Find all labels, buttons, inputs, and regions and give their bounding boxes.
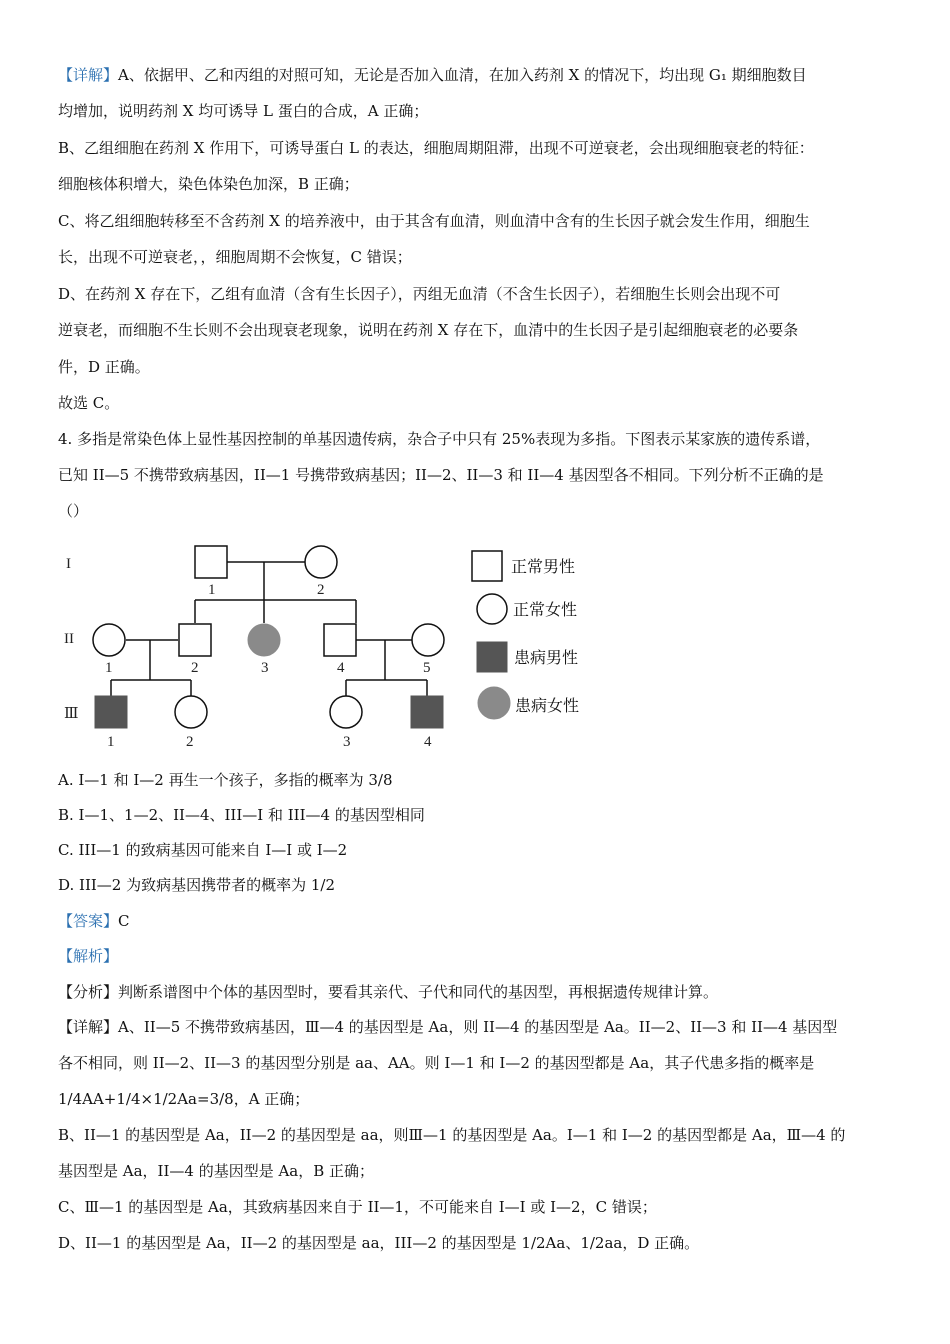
individual-II1-normal-female [93, 624, 125, 656]
question-line [58, 501, 898, 521]
text-line [58, 1233, 898, 1253]
section-tag: 【详解】 [58, 1018, 119, 1036]
answer-tag: 【答案】 [58, 912, 119, 930]
text-line [58, 982, 898, 1002]
individual-III3-normal-female [330, 696, 362, 728]
line-text: A. I—1 和 I—2 再生一个孩子，多指的概率为 3/8 [58, 771, 393, 789]
number-I1: 1 [208, 582, 216, 598]
legend-normal-male-label: 正常男性 [511, 557, 576, 576]
text-line [58, 174, 898, 194]
analysis-heading [58, 946, 898, 966]
line-text: 已知 II—5 不携带致病基因，II—1 号携带致病基因；II—2、II—3 和 II—4 基因型各不相同。下列分析不正确的是 [58, 466, 824, 484]
legend-affected-female-symbol [478, 687, 510, 719]
legend-affected-male-label: 患病男性 [514, 648, 579, 667]
text-line [58, 211, 898, 231]
line-text: 逆衰老，而细胞不生长则不会出现衰老现象，说明在药剂 X 存在下，血清中的生长因子是引起细胞衰老的必要条 [58, 321, 799, 339]
individual-II2-normal-male [179, 624, 211, 656]
question-line [58, 465, 898, 485]
line-text: C、将乙组细胞转移至不含药剂 X 的培养液中，由于其含有血清，则血清中含有的生长因子就会发生作用，细胞生 [58, 212, 810, 230]
line-text: 件，D 正确。 [58, 358, 150, 376]
answer-value: C [118, 912, 130, 930]
line-text: （） [58, 502, 89, 520]
pedigree-diagram [56, 530, 616, 760]
generation-label-III: Ⅲ [64, 706, 79, 722]
individual-I2-normal-female [305, 546, 337, 578]
text-line [58, 320, 898, 340]
number-II3: 3 [261, 660, 269, 676]
section-tag: 【详解】 [58, 66, 119, 84]
text-line [58, 247, 898, 267]
number-III1: 1 [107, 734, 115, 750]
text-line [58, 357, 898, 377]
generation-label-II: II [64, 631, 74, 647]
section-tag: 【分析】 [58, 983, 119, 1001]
individual-II3-affected-female [248, 624, 280, 656]
line-text: 各不相同，则 II—2、II—3 的基因型分别是 aa、AA。则 I—1 和 I—2 的基因型都是 Aa，其子代患多指的概率是 [58, 1054, 815, 1072]
line-text: D、在药剂 X 存在下，乙组有血清（含有生长因子），丙组无血清（不含生长因子），若细胞生长则会出现不可 [58, 285, 781, 303]
text-line [58, 1161, 898, 1181]
text-line [58, 1197, 898, 1217]
line-text: 基因型是 Aa，II—4 的基因型是 Aa，B 正确； [58, 1162, 375, 1180]
individual-II5-normal-female [412, 624, 444, 656]
number-II4: 4 [337, 660, 345, 676]
legend-affected-male-symbol [477, 642, 507, 672]
question-line [58, 429, 898, 449]
text-line [58, 101, 898, 121]
text-line [58, 393, 898, 413]
pedigree-legend [472, 551, 579, 719]
line-text: A、依据甲、乙和丙组的对照可知，无论是否加入血清，在加入药剂 X 的情况下，均出现 G₁ 期细胞数目 [118, 66, 807, 84]
line-text: C、Ⅲ—1 的基因型是 Aa，其致病基因来自于 II—1，不可能来自 I—I 或 I—2，C 错误； [58, 1198, 657, 1216]
line-text: 故选 C。 [58, 394, 120, 412]
line-text: 细胞核体积增大，染色体染色加深，B 正确； [58, 175, 359, 193]
generation-label-I: I [66, 556, 71, 572]
text-line [58, 1089, 898, 1109]
text-line [58, 1125, 898, 1145]
legend-normal-female-symbol [477, 594, 507, 624]
pedigree-svg [56, 530, 616, 760]
individual-I1-normal-male [195, 546, 227, 578]
legend-normal-male-symbol [472, 551, 502, 581]
individual-III1-affected-male [95, 696, 127, 728]
option-c [58, 840, 898, 860]
number-I2: 2 [317, 582, 325, 598]
line-text: C. III—1 的致病基因可能来自 I—I 或 I—2 [58, 841, 348, 859]
number-III2: 2 [186, 734, 194, 750]
line-text: 均增加，说明药剂 X 均可诱导 L 蛋白的合成，A 正确； [58, 102, 429, 120]
text-line [58, 65, 898, 85]
number-II1: 1 [105, 660, 113, 676]
text-line [58, 1053, 898, 1073]
number-III3: 3 [343, 734, 351, 750]
number-II2: 2 [191, 660, 199, 676]
number-III4: 4 [424, 734, 432, 750]
individual-II4-normal-male [324, 624, 356, 656]
number-II5: 5 [423, 660, 431, 676]
legend-normal-female-label: 正常女性 [513, 600, 578, 619]
option-d [58, 875, 898, 895]
line-text: B. I—1、1—2、II—4、III—I 和 III—4 的基因型相同 [58, 806, 425, 824]
legend-affected-female-label: 患病女性 [515, 696, 580, 715]
option-b [58, 805, 898, 825]
analysis-tag: 【解析】 [58, 947, 119, 965]
line-text: B、II—1 的基因型是 Aa，II—2 的基因型是 aa，则Ⅲ—1 的基因型是 Aa。I—1 和 I—2 的基因型都是 Aa，Ⅲ—4 的 [58, 1126, 846, 1144]
text-line [58, 138, 898, 158]
line-text: A、II—5 不携带致病基因，Ⅲ—4 的基因型是 Aa，则 II—4 的基因型是 Aa。II—2、II—3 和 II—4 基因型 [118, 1018, 838, 1036]
line-text: 判断系谱图中个体的基因型时，要看其亲代、子代和同代的基因型，再根据遗传规律计算。 [118, 983, 719, 1001]
line-text: B、乙组细胞在药剂 X 作用下，可诱导蛋白 L 的表达，细胞周期阻滞，出现不可逆衰老，会出现细胞衰老的特征： [58, 139, 814, 157]
individual-III4-affected-male [411, 696, 443, 728]
line-text: 4. 多指是常染色体上显性基因控制的单基因遗传病，杂合子中只有 25%表现为多指。下图表示某家族的遗传系谱， [58, 430, 821, 448]
line-text: 1/4AA+1/4×1/2Aa=3/8，A 正确； [58, 1090, 310, 1108]
line-text: 长，出现不可逆衰老，，细胞周期不会恢复，C 错误； [58, 248, 412, 266]
line-text: D、II—1 的基因型是 Aa，II—2 的基因型是 aa，III—2 的基因型是 1/2Aa、1/2aa，D 正确。 [58, 1234, 700, 1252]
text-line [58, 1017, 898, 1037]
text-line [58, 284, 898, 304]
answer-line [58, 911, 898, 931]
option-a [58, 770, 898, 790]
individual-III2-normal-female [175, 696, 207, 728]
line-text: D. III—2 为致病基因携带者的概率为 1/2 [58, 876, 336, 894]
